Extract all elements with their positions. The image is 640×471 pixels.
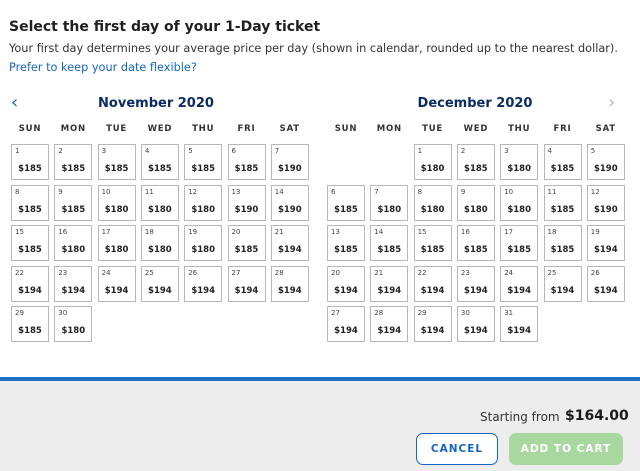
day-cell[interactable] — [587, 185, 625, 221]
day-number: 27 — [231, 268, 241, 277]
day-cell[interactable] — [11, 185, 49, 221]
day-number: 28 — [274, 268, 284, 277]
day-cell[interactable] — [544, 266, 582, 302]
day-price: $180 — [191, 204, 216, 215]
day-price: $194 — [277, 285, 302, 296]
day-number: 14 — [274, 187, 284, 196]
day-price: $194 — [277, 245, 302, 255]
day-price: $194 — [334, 285, 358, 296]
weekday-header: FRI — [237, 124, 256, 134]
day-price: $180 — [507, 164, 532, 174]
day-number: 24 — [504, 268, 514, 277]
day-number: 25 — [547, 268, 557, 277]
weekday-header: SUN — [334, 124, 358, 134]
day-cell[interactable] — [184, 266, 222, 302]
day-cell[interactable] — [54, 144, 92, 180]
day-cell[interactable] — [271, 185, 309, 221]
day-number: 5 — [590, 147, 596, 155]
day-number: 8 — [417, 187, 423, 196]
weekday-header: THU — [192, 124, 215, 134]
day-number: 2 — [58, 147, 63, 155]
day-number: 29 — [15, 309, 24, 317]
day-number: 3 — [504, 147, 509, 155]
day-number: 7 — [274, 147, 280, 155]
day-price: $190 — [277, 164, 302, 174]
day-cell[interactable] — [457, 144, 495, 180]
day-price: $185 — [507, 245, 532, 255]
day-cell[interactable] — [184, 185, 222, 221]
day-price: $185 — [18, 164, 42, 174]
day-number: 9 — [58, 187, 63, 196]
day-price: $194 — [593, 245, 618, 255]
day-cell[interactable] — [457, 185, 495, 221]
day-price: $185 — [464, 164, 488, 174]
weekday-header: MON — [60, 124, 86, 134]
day-cell[interactable] — [54, 225, 92, 261]
day-cell[interactable] — [587, 266, 625, 302]
day-number: 30 — [58, 309, 68, 317]
day-price: $185 — [148, 164, 172, 174]
day-number: 28 — [374, 309, 384, 317]
day-price: $185 — [61, 204, 86, 215]
day-number: 6 — [231, 147, 236, 155]
day-cell[interactable] — [327, 306, 365, 342]
day-number: 22 — [15, 268, 24, 277]
day-price: $194 — [464, 285, 488, 296]
day-number: 2 — [460, 147, 466, 155]
day-number: 13 — [331, 228, 340, 236]
day-price: $180 — [104, 204, 129, 215]
weekday-header: SAT — [279, 124, 300, 134]
day-cell[interactable] — [457, 306, 495, 342]
day-cell[interactable] — [98, 185, 136, 221]
weekday-header: FRI — [553, 124, 572, 134]
day-cell[interactable] — [271, 266, 309, 302]
day-number: 11 — [144, 187, 154, 196]
day-number: 17 — [504, 228, 514, 236]
flexible-date-link[interactable]: Prefer to keep your date flexible? — [9, 61, 197, 74]
add-to-cart-button[interactable]: ADD TO CART — [509, 433, 623, 465]
day-price: $185 — [234, 245, 259, 255]
day-number: 16 — [58, 228, 68, 236]
starting-from-label: Starting from — [480, 410, 560, 424]
day-cell[interactable] — [228, 185, 266, 221]
day-number: 21 — [274, 228, 284, 236]
day-price: $190 — [593, 164, 618, 174]
day-number: 24 — [101, 268, 111, 277]
day-price: $185 — [234, 164, 259, 174]
day-price: $194 — [191, 285, 216, 296]
day-price: $185 — [464, 245, 488, 255]
page-title: Select the first day of your 1-Day ticket — [9, 19, 321, 35]
day-number: 1 — [15, 147, 20, 155]
day-number: 26 — [188, 268, 198, 277]
month-title-december: December 2020 — [417, 96, 533, 111]
day-number: 4 — [547, 147, 552, 155]
day-cell[interactable] — [141, 185, 179, 221]
weekday-header: WED — [147, 124, 173, 134]
day-number: 6 — [331, 187, 336, 196]
day-number: 4 — [144, 147, 150, 155]
day-cell[interactable] — [457, 266, 495, 302]
day-price: $180 — [191, 245, 216, 255]
day-number: 20 — [231, 228, 241, 236]
day-cell[interactable] — [141, 266, 179, 302]
day-number: 10 — [504, 187, 514, 196]
day-cell[interactable] — [500, 266, 538, 302]
day-cell[interactable] — [544, 144, 582, 180]
day-cell[interactable] — [228, 225, 266, 261]
day-price: $194 — [507, 326, 532, 336]
day-cell[interactable] — [327, 266, 365, 302]
day-cell[interactable] — [500, 225, 538, 261]
day-cell[interactable] — [184, 225, 222, 261]
day-cell[interactable] — [587, 144, 625, 180]
day-price: $180 — [420, 164, 445, 174]
cancel-button[interactable]: CANCEL — [416, 433, 498, 465]
day-number: 15 — [15, 228, 24, 236]
day-number: 31 — [504, 309, 514, 317]
day-number: 13 — [231, 187, 241, 196]
day-cell[interactable] — [11, 266, 49, 302]
day-number: 12 — [590, 187, 600, 196]
day-number: 22 — [417, 268, 427, 277]
day-cell[interactable] — [500, 144, 538, 180]
day-number: 5 — [188, 147, 193, 155]
day-price: $190 — [277, 204, 302, 215]
day-number: 8 — [15, 187, 20, 196]
weekday-header: THU — [508, 124, 531, 134]
day-cell[interactable] — [544, 185, 582, 221]
page-description: Your first day determines your average price per day (shown in calendar, rounded up to the nearest dollar). — [9, 42, 618, 55]
day-number: 15 — [417, 228, 427, 236]
day-price: $185 — [18, 326, 42, 336]
day-price: $194 — [104, 285, 129, 296]
day-price: $180 — [377, 204, 402, 215]
day-cell[interactable] — [271, 144, 309, 180]
weekday-header: TUE — [422, 124, 444, 134]
day-cell[interactable] — [11, 144, 49, 180]
day-cell[interactable] — [327, 225, 365, 261]
day-number: 12 — [188, 187, 198, 196]
chevron-left-icon: ‹ — [11, 92, 19, 113]
day-price: $194 — [377, 285, 402, 296]
day-price: $194 — [420, 326, 445, 336]
day-cell[interactable] — [11, 306, 49, 342]
day-price: $194 — [420, 285, 445, 296]
day-price: $194 — [18, 285, 42, 296]
day-cell[interactable] — [370, 185, 408, 221]
month-title-november: November 2020 — [98, 96, 214, 111]
day-price: $185 — [191, 164, 216, 174]
weekday-header: TUE — [106, 124, 128, 134]
day-number: 7 — [374, 187, 379, 196]
day-price: $180 — [148, 245, 172, 255]
day-price: $194 — [593, 285, 618, 296]
day-number: 9 — [460, 187, 466, 196]
day-price: $180 — [507, 204, 532, 215]
day-number: 23 — [58, 268, 68, 277]
day-cell[interactable] — [54, 266, 92, 302]
weekday-header: MON — [376, 124, 402, 134]
day-number: 16 — [460, 228, 470, 236]
day-cell[interactable] — [370, 266, 408, 302]
day-cell[interactable] — [587, 225, 625, 261]
day-number: 18 — [547, 228, 557, 236]
day-number: 11 — [547, 187, 557, 196]
day-price: $185 — [550, 204, 575, 215]
weekday-header: WED — [463, 124, 489, 134]
day-price: $190 — [593, 204, 618, 215]
day-price: $185 — [18, 204, 42, 215]
day-cell[interactable] — [54, 185, 92, 221]
day-cell[interactable] — [54, 306, 92, 342]
day-number: 17 — [101, 228, 111, 236]
day-price: $185 — [104, 164, 129, 174]
day-price: $185 — [550, 245, 575, 255]
day-price: $185 — [550, 164, 575, 174]
day-cell[interactable] — [184, 144, 222, 180]
day-number: 23 — [460, 268, 470, 277]
day-price: $194 — [148, 285, 172, 296]
day-number: 30 — [460, 309, 470, 317]
day-cell[interactable] — [457, 225, 495, 261]
day-number: 19 — [590, 228, 600, 236]
day-cell[interactable] — [370, 225, 408, 261]
day-cell[interactable] — [98, 225, 136, 261]
day-cell[interactable] — [11, 225, 49, 261]
day-number: 21 — [374, 268, 384, 277]
day-cell[interactable] — [98, 144, 136, 180]
day-price: $194 — [464, 326, 488, 336]
day-cell[interactable] — [228, 144, 266, 180]
day-price: $185 — [334, 204, 358, 215]
day-cell[interactable] — [141, 225, 179, 261]
starting-from-price: $164.00 — [565, 408, 629, 424]
day-cell[interactable] — [327, 185, 365, 221]
day-price: $194 — [550, 285, 575, 296]
day-price: $185 — [18, 245, 42, 255]
day-cell[interactable] — [414, 144, 452, 180]
day-cell[interactable] — [414, 306, 452, 342]
day-number: 26 — [590, 268, 600, 277]
day-price: $180 — [148, 204, 172, 215]
day-number: 3 — [101, 147, 107, 155]
day-price: $194 — [334, 326, 358, 336]
day-cell[interactable] — [414, 225, 452, 261]
day-cell[interactable] — [98, 266, 136, 302]
day-number: 14 — [374, 228, 384, 236]
day-price: $190 — [234, 204, 259, 215]
day-price: $180 — [104, 245, 129, 255]
day-number: 20 — [331, 268, 340, 277]
day-cell[interactable] — [544, 225, 582, 261]
day-number: 18 — [144, 228, 154, 236]
day-cell[interactable] — [228, 266, 266, 302]
day-number: 10 — [101, 187, 111, 196]
day-price: $185 — [61, 164, 86, 174]
day-price: $180 — [464, 204, 488, 215]
day-price: $194 — [61, 285, 86, 296]
day-price: $194 — [234, 285, 259, 296]
day-cell[interactable] — [370, 306, 408, 342]
day-cell[interactable] — [414, 185, 452, 221]
day-price: $194 — [377, 326, 402, 336]
day-cell[interactable] — [500, 185, 538, 221]
day-cell[interactable] — [271, 225, 309, 261]
day-cell[interactable] — [414, 266, 452, 302]
day-number: 27 — [331, 309, 340, 317]
day-price: $180 — [420, 204, 445, 215]
chevron-right-icon: › — [608, 92, 616, 113]
day-number: 19 — [188, 228, 198, 236]
day-number: 29 — [417, 309, 427, 317]
weekday-header: SAT — [595, 124, 616, 134]
day-cell[interactable] — [500, 306, 538, 342]
day-price: $185 — [377, 245, 402, 255]
day-price: $180 — [61, 326, 86, 336]
day-number: 25 — [144, 268, 154, 277]
day-price: $194 — [507, 285, 532, 296]
weekday-header: SUN — [18, 124, 42, 134]
day-number: 1 — [417, 147, 423, 155]
day-price: $180 — [61, 245, 86, 255]
day-cell[interactable] — [141, 144, 179, 180]
day-price: $185 — [334, 245, 358, 255]
day-price: $185 — [420, 245, 445, 255]
